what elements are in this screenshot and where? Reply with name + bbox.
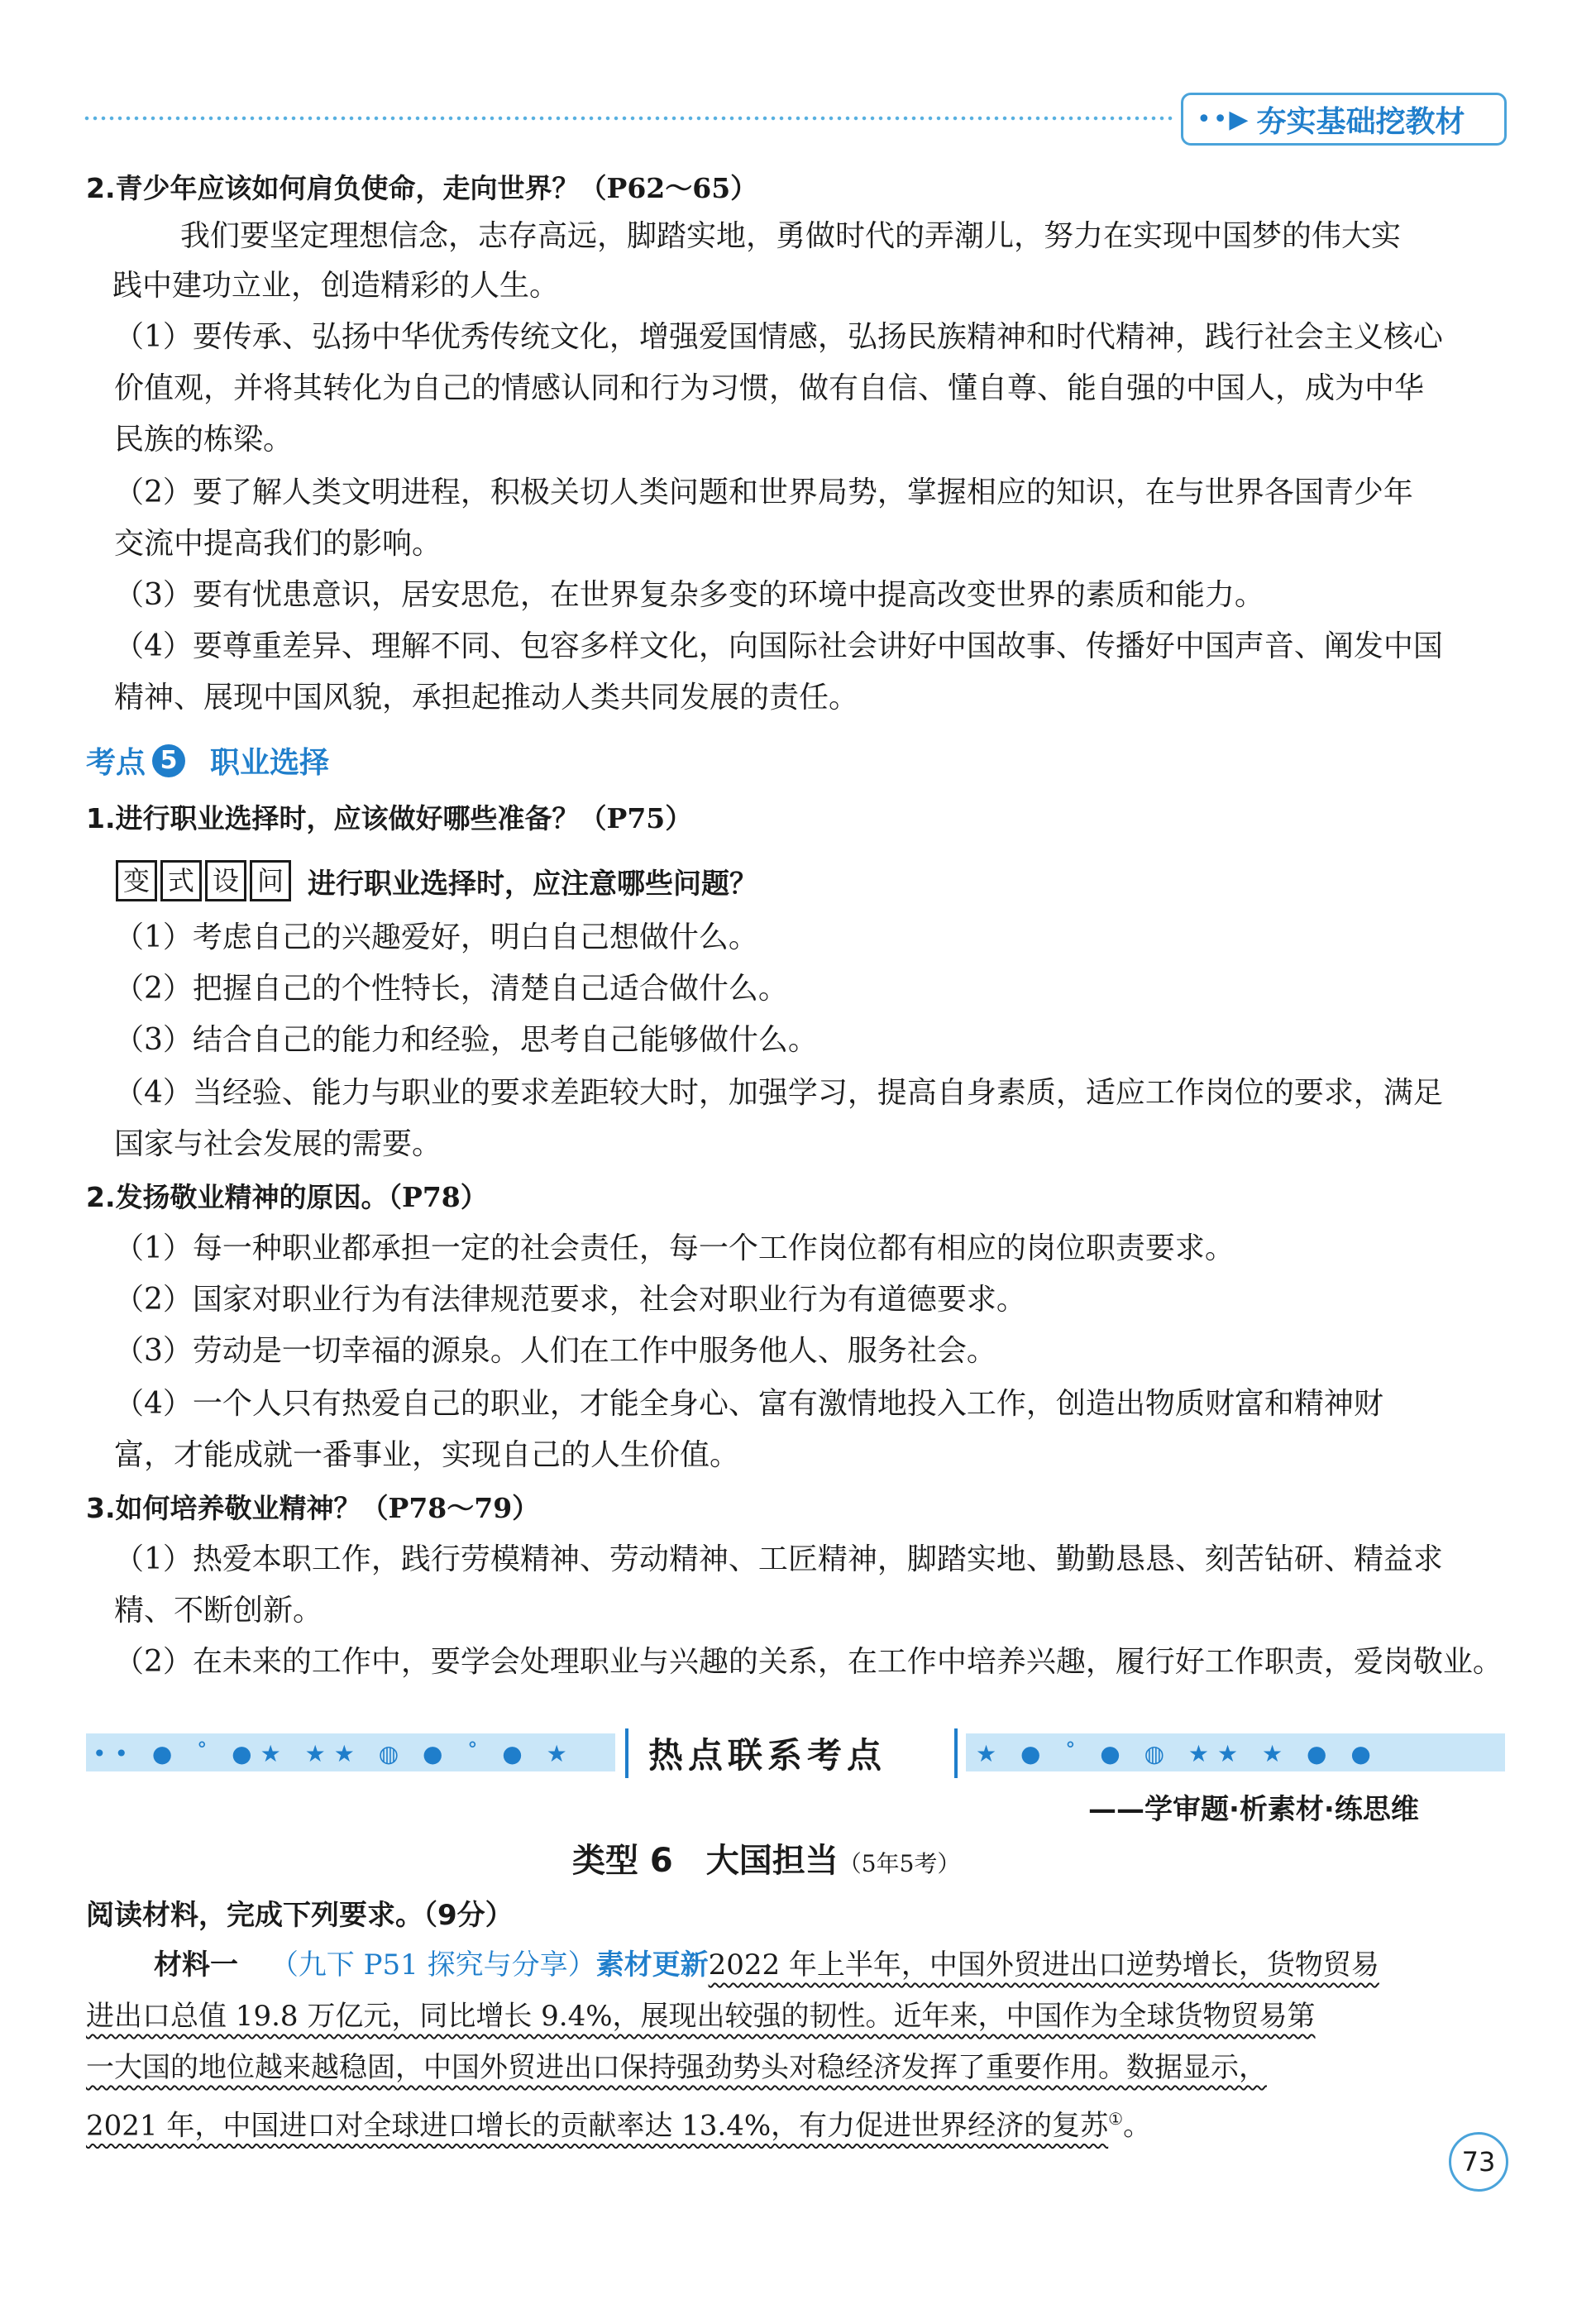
question-1 bbox=[86, 799, 692, 839]
material-text: 进出口总值 19.8 万亿元，同比增长 9.4%，展现出较强的韧性。近年来，中国作为全球货物贸易第 bbox=[86, 2000, 1316, 2033]
hotspot-banner bbox=[86, 1722, 1505, 1785]
page-number: 73 bbox=[1449, 2132, 1508, 2192]
answer-item: 价值观，并将其转化为自己的情感认同和行为习惯，做有自信、懂自尊、能自强的中国人，成为中华 bbox=[114, 371, 1425, 405]
footnote-marker: ① bbox=[1108, 2109, 1124, 2129]
banner-decoration-left: •• ● ˚ ●★ ★★ ◍ ● ˚ ● ★ bbox=[93, 1739, 576, 1767]
material-update-tag: 素材更新 bbox=[595, 1948, 709, 1982]
section-tag-label: 夯实基础挖教材 bbox=[1256, 104, 1465, 139]
banner-decoration-right: ★ ● ˚ ● ◍ ★★ ★ ● ● bbox=[976, 1739, 1379, 1767]
paragraph: 践中建功立业，创造精彩的人生。 bbox=[112, 269, 560, 303]
answer-item: （1）考虑自己的兴趣爱好，明白自己想做什么。 bbox=[114, 920, 758, 954]
page-ref: （P62～65） bbox=[579, 172, 758, 204]
question-2 bbox=[86, 169, 757, 208]
answer-item: 精神、展现中国风貌，承担起推动人类共同发展的责任。 bbox=[114, 681, 859, 715]
variant-box: 问 bbox=[250, 860, 291, 901]
arrow-icon: ••▶ bbox=[1197, 104, 1250, 134]
question-text: 2.青少年应该如何肩负使命，走向世界？ bbox=[86, 172, 580, 204]
material-line bbox=[154, 1945, 1379, 1985]
answer-item: 民族的栋梁。 bbox=[114, 423, 294, 457]
answer-item: 精、不断创新。 bbox=[114, 1594, 323, 1628]
answer-item: （2）把握自己的个性特长，清楚自己适合做什么。 bbox=[114, 972, 788, 1006]
answer-item: （1）要传承、弘扬中华优秀传统文化，增强爱国情感，弘扬民族精神和时代精神，践行社会主义核心 bbox=[114, 320, 1443, 354]
kaodian-label: 考点 bbox=[86, 746, 146, 780]
question-text: 3.如何培养敬业精神？ bbox=[86, 1492, 361, 1524]
material-text bbox=[86, 2099, 1151, 2145]
material-text: 一大国的地位越来越稳固，中国外贸进出口保持强劲势头对稳经济发挥了重要作用。数据显示， bbox=[86, 2051, 1267, 2084]
banner-title: 热点联系考点 bbox=[648, 1735, 887, 1776]
banner-divider bbox=[625, 1728, 628, 1778]
material-text: 2022 年上半年，中国外贸进出口逆势增长，货物贸易 bbox=[708, 1948, 1379, 1982]
type-heading-main: 类型 6 大国担当 bbox=[572, 1842, 839, 1880]
variant-question-text: 进行职业选择时，应注意哪些问题？ bbox=[308, 867, 757, 901]
answer-item: 交流中提高我们的影响。 bbox=[114, 527, 442, 561]
material-label: 材料一 bbox=[154, 1948, 238, 1982]
variant-box: 设 bbox=[205, 860, 246, 901]
answer-item: （4）一个人只有热爱自己的职业，才能全身心、富有激情地投入工作，创造出物质财富和精神财 bbox=[114, 1387, 1383, 1421]
material-text-end: 2021 年，中国进口对全球进口增长的贡献率达 13.4%，有力促进世界经济的复苏 bbox=[86, 2109, 1109, 2143]
answer-item: 富，才能成就一番事业，实现自己的人生价值。 bbox=[114, 1438, 740, 1472]
answer-item: 国家与社会发展的需要。 bbox=[114, 1127, 442, 1161]
answer-item: （3）要有忧患意识，居安思危，在世界复杂多变的环境中提高改变世界的素质和能力。 bbox=[114, 578, 1264, 612]
subtitle: ——学审题·析素材·练思维 bbox=[1088, 1793, 1419, 1826]
page-ref: （P78～79） bbox=[361, 1492, 540, 1524]
period: 。 bbox=[1123, 2109, 1152, 2143]
question-text: 1.进行职业选择时，应该做好哪些准备？ bbox=[86, 802, 580, 834]
banner-divider bbox=[954, 1728, 958, 1778]
header-dots bbox=[83, 116, 1174, 121]
answer-item: （3）劳动是一切幸福的源泉。人们在工作中服务他人、服务社会。 bbox=[114, 1334, 996, 1368]
answer-item: （1）热爱本职工作，践行劳模精神、劳动精神、工匠精神，脚踏实地、勤勤恳恳、刻苦钻研、精益求 bbox=[114, 1542, 1443, 1576]
answer-item: （4）当经验、能力与职业的要求差距较大时，加强学习，提高自身素质，适应工作岗位的要求，满足 bbox=[114, 1076, 1443, 1110]
question-3 bbox=[86, 1489, 539, 1528]
material-source: （九下 P51 探究与分享） bbox=[270, 1948, 596, 1982]
type-heading-count: （5年5考） bbox=[838, 1850, 961, 1877]
page-ref: （P75） bbox=[579, 802, 693, 834]
answer-item: （2）要了解人类文明进程，积极关切人类问题和世界局势，掌握相应的知识，在与世界各国青少年 bbox=[114, 476, 1413, 509]
kaodian-number: 5 bbox=[152, 744, 185, 777]
answer-item: （2）在未来的工作中，要学会处理职业与兴趣的关系，在工作中培养兴趣，履行好工作职责，爱岗敬业。 bbox=[114, 1645, 1503, 1679]
question-2b bbox=[86, 1178, 488, 1217]
reading-instruction: 阅读材料，完成下列要求。（9分） bbox=[86, 1899, 514, 1932]
answer-item: （3）结合自己的能力和经验，思考自己能够做什么。 bbox=[114, 1023, 818, 1057]
paragraph: 我们要坚定理想信念，志存高远，脚踏实地，勇做时代的弄潮儿，努力在实现中国梦的伟大实 bbox=[180, 219, 1402, 253]
question-text: 2.发扬敬业精神的原因。 bbox=[86, 1181, 389, 1213]
page-ref: （P78） bbox=[388, 1181, 488, 1213]
answer-item: （1）每一种职业都承担一定的社会责任，每一个工作岗位都有相应的岗位职责要求。 bbox=[114, 1231, 1235, 1265]
section-tag bbox=[1181, 93, 1507, 146]
kaodian-title: 职业选择 bbox=[210, 746, 330, 780]
kaodian-heading bbox=[86, 739, 329, 782]
variant-question bbox=[116, 860, 757, 901]
answer-item: （4）要尊重差异、理解不同、包容多样文化，向国际社会讲好中国故事、传播好中国声音、阐发中国 bbox=[114, 629, 1443, 663]
variant-box: 变 bbox=[116, 860, 157, 901]
type-heading bbox=[572, 1841, 960, 1884]
answer-item: （2）国家对职业行为有法律规范要求，社会对职业行为有道德要求。 bbox=[114, 1283, 1026, 1317]
variant-box: 式 bbox=[160, 860, 202, 901]
